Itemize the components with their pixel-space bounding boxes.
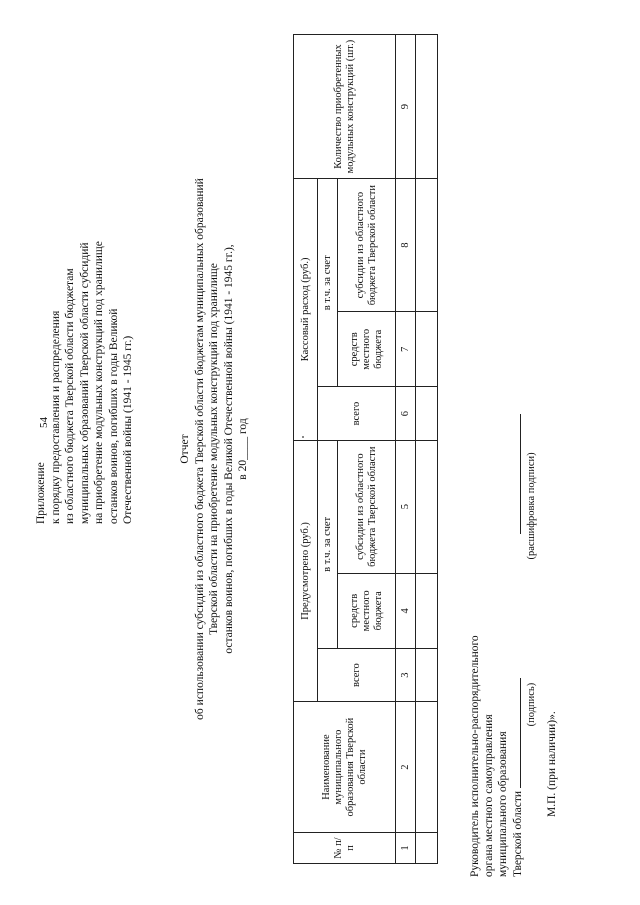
col-number: 2 <box>396 702 416 833</box>
header-cash: Кассовый расход (руб.) <box>294 179 318 441</box>
appendix-note <box>34 84 136 524</box>
appendix-line: муниципальных образований Тверской области субсидий <box>78 242 91 524</box>
table-cell <box>416 312 438 387</box>
appendix-line: на приобретение модульных конструкций под хранилище <box>93 241 105 524</box>
col-number: 3 <box>396 649 416 702</box>
col-number: 1 <box>396 832 416 863</box>
table-cell <box>416 387 438 440</box>
header-cash-local: средств местного бюджета <box>338 312 396 387</box>
title-line: Отчет <box>179 434 191 464</box>
column-number-row <box>396 35 416 864</box>
header-name: Наименование муниципального образования Тверской области <box>294 702 396 833</box>
col-number: 8 <box>396 179 416 312</box>
header-planned: Предусмотрено (руб.) <box>294 440 318 702</box>
signature-underline <box>510 678 521 788</box>
signature-block <box>468 277 559 877</box>
table-cell <box>416 35 438 179</box>
title-line: останков воинов, погибших в годы Великой Отечественной войны (1941 - 1945 гг.), <box>222 244 235 654</box>
header-num: № п/п <box>294 832 396 863</box>
title-line: Тверской области на приобретение модульных конструкций под хранилище <box>208 263 220 635</box>
appendix-line: к порядку предоставления и распределения <box>49 310 62 524</box>
table-cell <box>416 649 438 702</box>
appendix-line: Отечественной войны (1941 - 1945 гг.) <box>122 335 134 524</box>
table-row <box>416 35 438 864</box>
signature-line-text: Руководитель исполнительно-распорядительного <box>469 635 481 877</box>
col-number: 7 <box>396 312 416 387</box>
col-number: 9 <box>396 35 416 179</box>
sign-caption: (подпись) <box>526 682 537 727</box>
header-cash-incl: в т.ч. за счет <box>318 179 338 387</box>
stamp-label: М.П. (при наличии)». <box>546 711 558 817</box>
rotated-document <box>16 24 616 889</box>
col-number: 5 <box>396 440 416 573</box>
header-planned-incl: в т.ч. за счет <box>318 440 338 648</box>
appendix-line: Приложение <box>35 462 47 524</box>
header-planned-local: средств местного бюджета <box>338 573 396 648</box>
signature-line-text: органа местного самоуправления <box>483 714 495 877</box>
header-quantity: Количество приобретенных модульных конструкций (шт.) <box>294 35 396 179</box>
region-label: Тверской области <box>512 791 524 877</box>
title-line: в 20____ год <box>237 418 249 480</box>
title-line: об использовании субсидий из областного бюджета Тверской области бюджетам муниципальных образований <box>193 178 206 720</box>
header-planned-total: всего <box>318 649 396 702</box>
col-number: 4 <box>396 573 416 648</box>
report-table <box>293 34 438 864</box>
report-title <box>178 29 251 869</box>
table-cell <box>416 573 438 648</box>
header-cash-total: всего <box>318 387 396 440</box>
table-cell <box>416 832 438 863</box>
page-number: 54 <box>38 417 50 428</box>
appendix-line: останков воинов, погибших в годы Великой <box>107 308 120 524</box>
signature-line-text: муниципального образования <box>497 731 509 877</box>
decode-underline <box>510 414 521 534</box>
col-number: 6 <box>396 387 416 440</box>
header-cash-regional: субсидии из областного бюджета Тверской области <box>338 179 396 312</box>
table-cell <box>416 179 438 312</box>
appendix-line: из областного бюджета Тверской области бюджетам <box>64 268 76 524</box>
decode-caption: (расшифровка подписи) <box>526 452 537 560</box>
table-cell <box>416 702 438 833</box>
header-planned-regional: субсидии из областного бюджета Тверской области <box>338 440 396 573</box>
table-cell <box>416 440 438 573</box>
